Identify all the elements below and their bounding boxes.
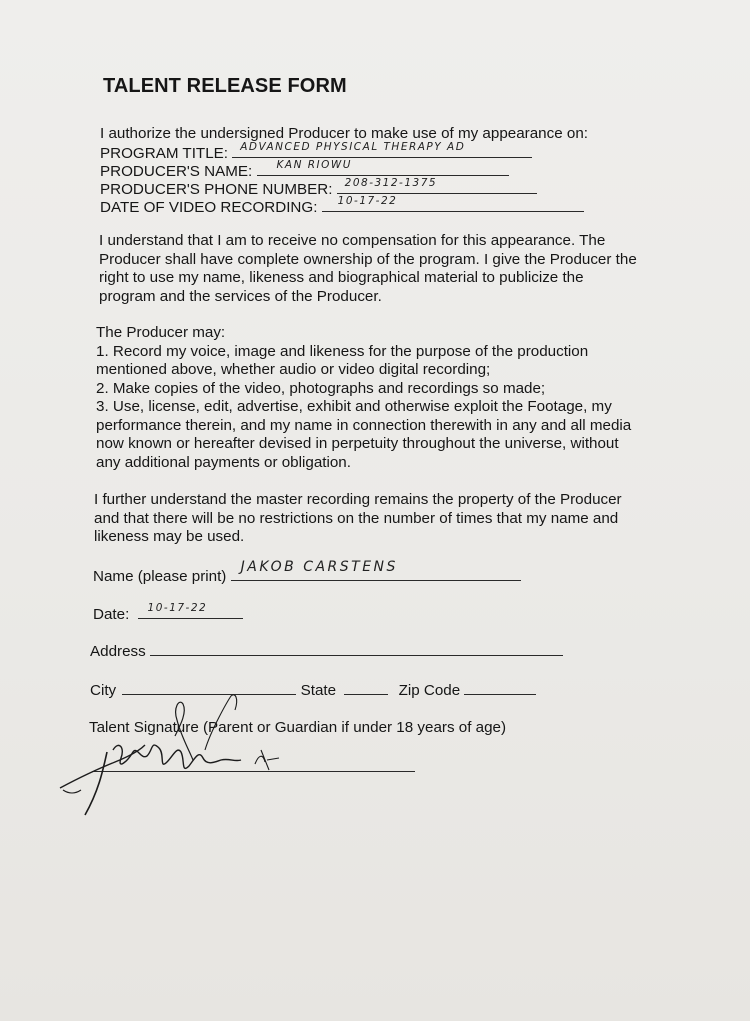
paragraph-line: mentioned above, whether audio or video digital recording;: [96, 361, 491, 378]
paragraph-line: The Producer may:: [96, 324, 226, 341]
paragraph-line: right to use my name, likeness and biographical material to publicize the: [99, 269, 584, 286]
recording-date-label: DATE OF VIDEO RECORDING:: [100, 199, 318, 216]
talent-name-field[interactable]: [231, 559, 521, 581]
paragraph-line: I further understand the master recording remains the property of the Producer: [94, 491, 622, 508]
paragraph-line: Producer shall have complete ownership of the program. I give the Producer the: [99, 250, 637, 268]
state-field[interactable]: [344, 680, 388, 695]
producer-name-value: KAN RIOWU: [276, 159, 352, 171]
paragraph-line: I understand that I am to receive no compensation for this appearance. The: [99, 232, 606, 249]
paragraph-line: any additional payments or obligation.: [96, 453, 351, 471]
zip-label: Zip Code: [398, 682, 461, 699]
form-title: TALENT RELEASE FORM: [103, 75, 347, 97]
producer-name-row: [100, 161, 509, 181]
program-title-label: PROGRAM TITLE:: [100, 145, 228, 162]
producer-rights-paragraph: [96, 324, 631, 472]
producer-phone-label: PRODUCER'S PHONE NUMBER:: [100, 181, 333, 198]
paragraph-line: now known or hereafter devised in perpetuity throughout the universe, without: [96, 435, 619, 452]
address-row: [90, 641, 563, 661]
paragraph-line: 3. Use, license, edit, advertise, exhibit and otherwise exploit the Footage, my: [96, 398, 612, 415]
recording-date-row: [100, 197, 584, 217]
compensation-paragraph: [99, 232, 637, 306]
paragraph-line: likeness may be used.: [94, 528, 245, 545]
paragraph-line: 2. Make copies of the video, photographs and recordings so made;: [96, 379, 546, 397]
program-title-value: ADVANCED PHYSICAL THERAPY AD: [240, 141, 466, 153]
talent-date-row: [93, 604, 243, 624]
address-label: Address: [90, 643, 146, 660]
recording-date-field[interactable]: [322, 197, 584, 212]
signature-label: Talent Signature (Parent or Guardian if under 18 years of age): [89, 719, 507, 736]
talent-date-label: Date:: [93, 606, 130, 623]
talent-name-label: Name (please print): [93, 568, 227, 585]
intro-text: I authorize the undersigned Producer to make use of my appearance on:: [100, 125, 588, 142]
address-field[interactable]: [150, 641, 563, 656]
producer-phone-row: [100, 179, 537, 199]
talent-date-value: 10-17-22: [147, 602, 208, 614]
ownership-paragraph: [94, 491, 622, 547]
city-label: City: [90, 682, 117, 699]
state-label: State: [300, 682, 337, 699]
recording-date-value: 10-17-22: [337, 195, 398, 207]
talent-date-field[interactable]: [138, 604, 243, 619]
talent-name-value: JAKOB CARSTENS: [240, 559, 398, 575]
zip-field[interactable]: [464, 680, 536, 695]
talent-signature: [55, 690, 315, 830]
producer-phone-value: 208-312-1375: [344, 177, 438, 189]
paragraph-line: 1. Record my voice, image and likeness for the purpose of the production: [96, 342, 589, 360]
producer-name-label: PRODUCER'S NAME:: [100, 163, 253, 180]
paragraph-line: program and the services of the Producer.: [99, 287, 382, 305]
paragraph-line: and that there will be no restrictions on the number of times that my name and: [94, 509, 619, 527]
paragraph-line: performance therein, and my name in connection therewith in any and all media: [96, 416, 632, 434]
talent-name-row: [93, 559, 521, 586]
